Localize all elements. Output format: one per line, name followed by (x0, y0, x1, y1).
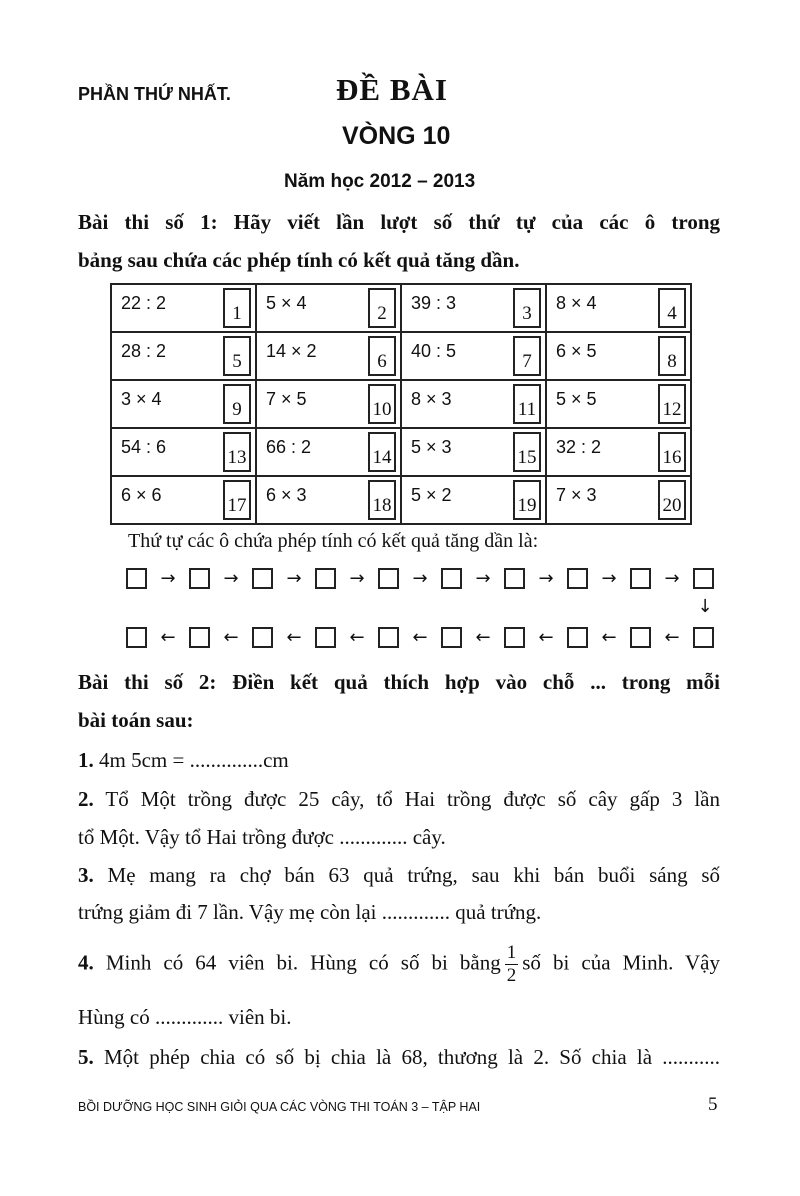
left-arrow-icon: ← (160, 626, 176, 648)
table-cell (401, 284, 546, 332)
round-heading: VÒNG 10 (342, 122, 451, 150)
table-row (111, 380, 691, 428)
answer-box[interactable] (126, 568, 147, 589)
cell-number: 15 (513, 432, 541, 472)
cell-expression: 39 : 3 (411, 293, 457, 313)
q2-line1 (78, 670, 720, 695)
cell-number: 20 (658, 480, 686, 520)
table-cell (546, 284, 691, 332)
answer-box[interactable] (567, 627, 588, 648)
table-cell (546, 476, 691, 524)
cell-expression: 22 : 2 (121, 293, 167, 313)
cell-number: 7 (513, 336, 541, 376)
answer-box[interactable] (441, 627, 462, 648)
table-cell (546, 332, 691, 380)
cell-expression: 3 × 4 (121, 389, 162, 409)
right-arrow-icon: → (664, 567, 680, 589)
answer-row-2 (126, 625, 714, 649)
cell-number: 9 (223, 384, 251, 424)
table-cell (111, 428, 256, 476)
cell-number: 12 (658, 384, 686, 424)
q1-text: Hãy viết lần lượt số thứ tự của các ô trong (233, 210, 720, 234)
table-cell (111, 284, 256, 332)
cell-number: 17 (223, 480, 251, 520)
answer-box[interactable] (315, 568, 336, 589)
right-arrow-icon: → (475, 567, 491, 589)
cell-expression: 8 × 3 (411, 389, 452, 409)
cell-number: 4 (658, 288, 686, 328)
cell-expression: 32 : 2 (556, 437, 602, 457)
q1-label: Bài thi số 1: (78, 210, 218, 234)
answer-box[interactable] (252, 568, 273, 589)
cell-expression: 8 × 4 (556, 293, 597, 313)
cell-expression: 7 × 5 (266, 389, 307, 409)
table-cell (111, 332, 256, 380)
cell-number: 14 (368, 432, 396, 472)
table-row (111, 428, 691, 476)
item-5: 5. Một phép chia có số bị chia là 68, thương là 2. Số chia là ........... (78, 1045, 720, 1069)
q1-text2: bảng sau chứa các phép tính có kết quả tăng dần. (78, 248, 520, 272)
right-arrow-icon: → (538, 567, 554, 589)
q1-line2 (78, 248, 720, 273)
cell-expression: 7 × 3 (556, 485, 597, 505)
answer-box[interactable] (693, 627, 714, 648)
fraction-one-half: $\frac{1}{2}$ (506, 942, 517, 986)
answer-box[interactable] (504, 627, 525, 648)
table-cell (401, 380, 546, 428)
right-arrow-icon: → (349, 567, 365, 589)
cell-number: 10 (368, 384, 396, 424)
cell-expression: 5 × 5 (556, 389, 597, 409)
cell-number: 11 (513, 384, 541, 424)
table-cell (256, 428, 401, 476)
cell-number: 1 (223, 288, 251, 328)
answer-box[interactable] (189, 568, 210, 589)
page-title: ĐỀ BÀI (336, 72, 448, 107)
table-cell (111, 476, 256, 524)
cell-expression: 40 : 5 (411, 341, 457, 361)
part-label: PHẦN THỨ NHẤT. (78, 84, 231, 104)
cell-number: 19 (513, 480, 541, 520)
left-arrow-icon: ← (223, 626, 239, 648)
cell-number: 13 (223, 432, 251, 472)
right-arrow-icon: → (160, 567, 176, 589)
table-cell (256, 284, 401, 332)
right-arrow-icon: → (223, 567, 239, 589)
cell-expression: 5 × 2 (411, 485, 452, 505)
table-cell (401, 428, 546, 476)
answer-box[interactable] (567, 568, 588, 589)
expression-table (110, 283, 692, 525)
table-cell (401, 332, 546, 380)
left-arrow-icon: ← (349, 626, 365, 648)
answer-box[interactable] (630, 627, 651, 648)
right-arrow-icon: → (412, 567, 428, 589)
cell-number: 3 (513, 288, 541, 328)
answer-box[interactable] (630, 568, 651, 589)
left-arrow-icon: ← (538, 626, 554, 648)
answer-box[interactable] (504, 568, 525, 589)
school-year: Năm học 2012 – 2013 (284, 171, 476, 192)
left-arrow-icon: ← (412, 626, 428, 648)
cell-expression: 28 : 2 (121, 341, 167, 361)
table-row (111, 284, 691, 332)
cell-number: 18 (368, 480, 396, 520)
down-arrow-icon: ↓ (697, 596, 713, 617)
table-cell (111, 380, 256, 428)
right-arrow-icon: → (601, 567, 617, 589)
table-row (111, 332, 691, 380)
item-1: 1. 4m 5cm = ..............cm (78, 748, 289, 772)
item-4: 4. Minh có 64 viên bi. Hùng có số bi bằng $\frac{1}{2}$ số bi của Minh. Vậy (78, 942, 721, 986)
table-cell (401, 476, 546, 524)
cell-expression: 54 : 6 (121, 437, 167, 457)
cell-number: 6 (368, 336, 396, 376)
item-2-cont: tổ Một. Vậy tổ Hai trồng được ............. cây. (78, 825, 446, 849)
left-arrow-icon: ← (475, 626, 491, 648)
item-2: 2. Tổ Một trồng được 25 cây, tổ Hai trồng được số cây gấp 3 lần (78, 787, 720, 811)
answer-box[interactable] (441, 568, 462, 589)
cell-expression: 6 × 6 (121, 485, 162, 505)
answer-box[interactable] (378, 568, 399, 589)
answer-box[interactable] (378, 627, 399, 648)
table-row (111, 476, 691, 524)
answer-box[interactable] (189, 627, 210, 648)
right-arrow-icon: → (286, 567, 302, 589)
left-arrow-icon: ← (664, 626, 680, 648)
q2-text2: bài toán sau: (78, 708, 194, 732)
answer-row-1 (126, 566, 714, 590)
table-cell (256, 332, 401, 380)
left-arrow-icon: ← (286, 626, 302, 648)
answer-box[interactable] (252, 627, 273, 648)
cell-number: 5 (223, 336, 251, 376)
item-3-cont: trứng giảm đi 7 lần. Vậy mẹ còn lại ............. quả trứng. (78, 900, 542, 924)
item-3: 3. Mẹ mang ra chợ bán 63 quả trứng, sau khi bán buổi sáng số (78, 863, 721, 887)
cell-number: 16 (658, 432, 686, 472)
table-cell (546, 428, 691, 476)
cell-number: 2 (368, 288, 396, 328)
left-arrow-icon: ← (601, 626, 617, 648)
cell-expression: 66 : 2 (266, 437, 312, 457)
cell-number: 8 (658, 336, 686, 376)
page-number: 5 (708, 1094, 718, 1115)
footer-book-title: BỒI DƯỠNG HỌC SINH GIỎI QUA CÁC VÒNG THI TOÁN 3 – TẬP HAI (78, 1100, 481, 1114)
cell-expression: 6 × 5 (556, 341, 597, 361)
answer-box[interactable] (126, 627, 147, 648)
answer-box[interactable] (693, 568, 714, 589)
q2-line2 (78, 708, 720, 733)
answer-box[interactable] (315, 627, 336, 648)
cell-expression: 6 × 3 (266, 485, 307, 505)
answer-prompt: Thứ tự các ô chứa phép tính có kết quả tăng dần là: (128, 530, 539, 552)
item-4-cont: Hùng có ............. viên bi. (78, 1005, 292, 1029)
q2-label: Bài thi số 2: (78, 670, 217, 694)
q1-line1 (78, 210, 720, 235)
table-cell (256, 476, 401, 524)
cell-expression: 5 × 4 (266, 293, 307, 313)
table-cell (256, 380, 401, 428)
table-cell (546, 380, 691, 428)
cell-expression: 14 × 2 (266, 341, 317, 361)
cell-expression: 5 × 3 (411, 437, 452, 457)
q2-text: Điền kết quả thích hợp vào chỗ ... trong mỗi (232, 670, 721, 694)
